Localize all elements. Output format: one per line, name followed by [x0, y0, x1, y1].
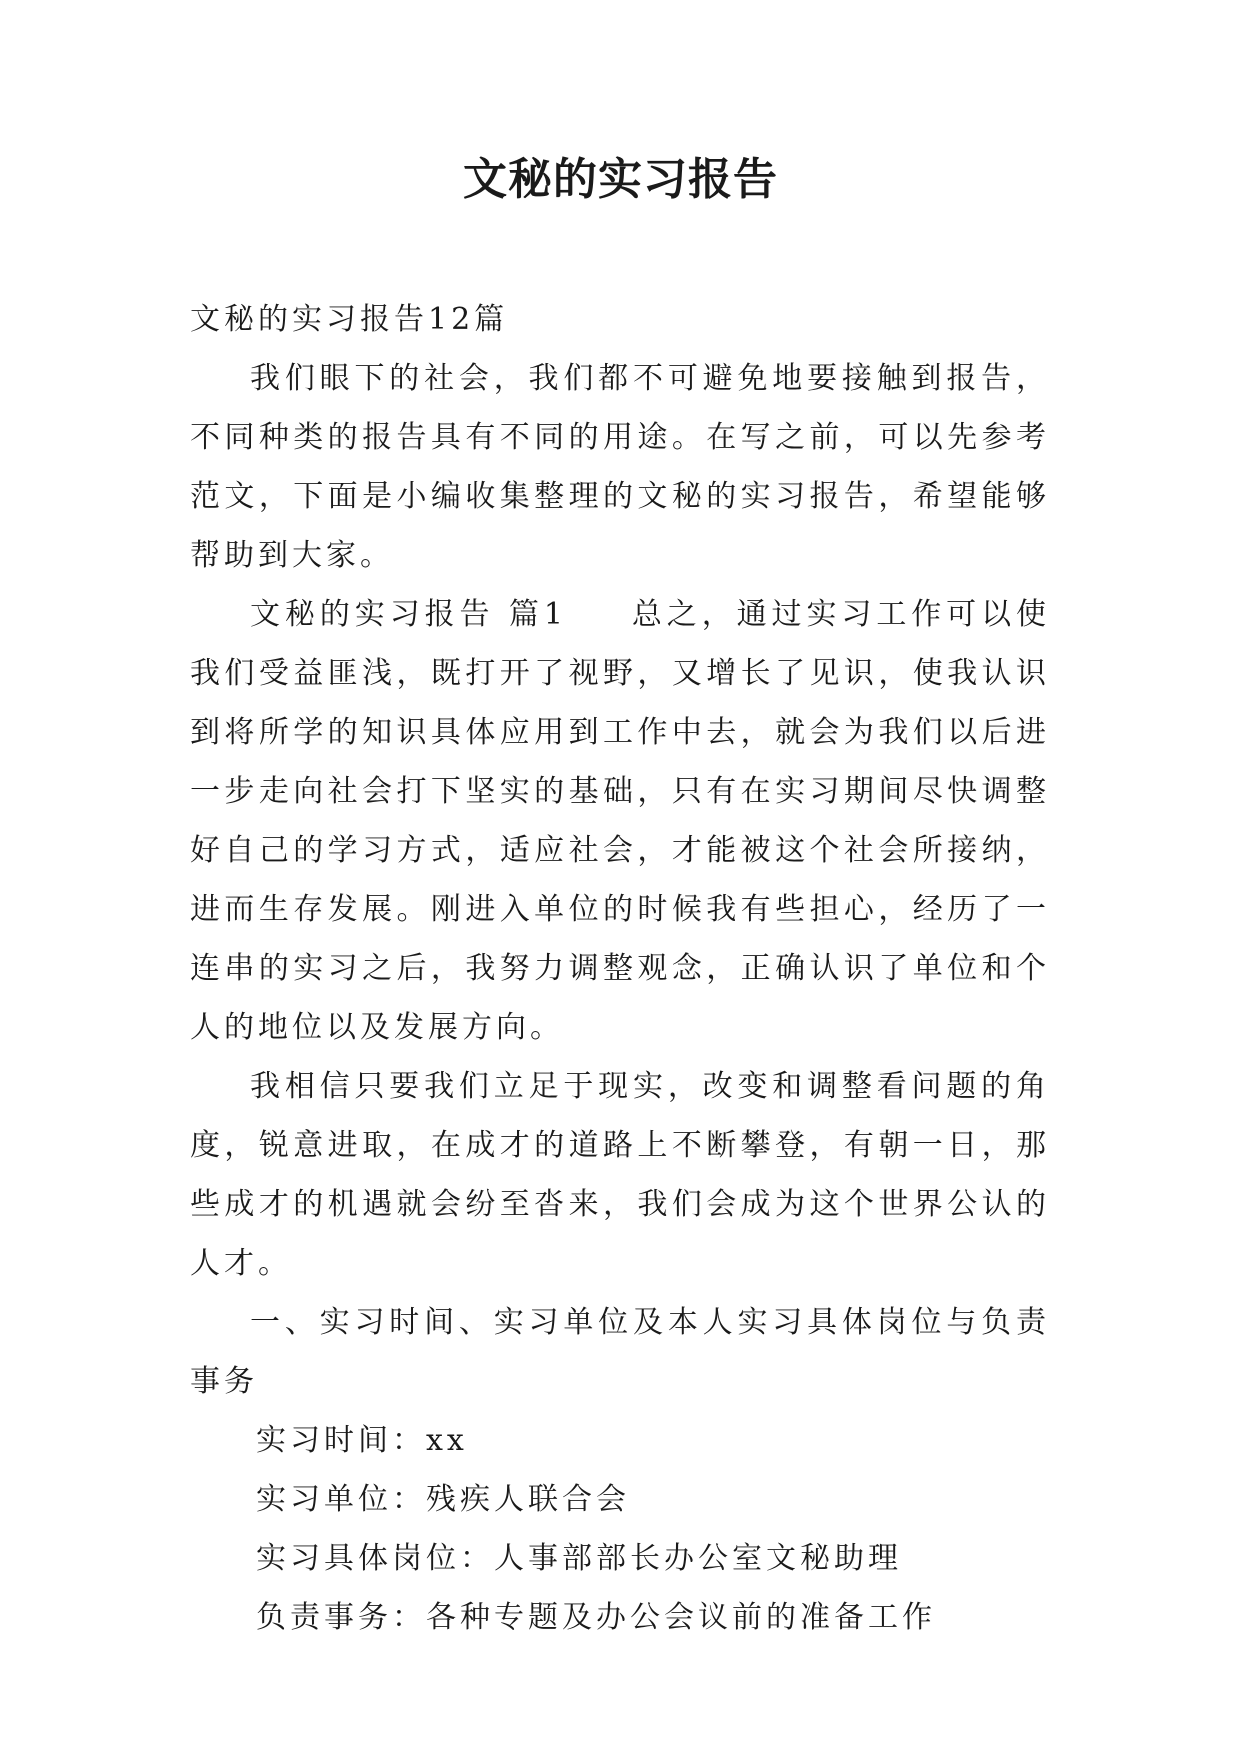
- section1-paragraph: [190, 585, 1050, 1057]
- document-title: 文秘的实习报告: [463, 154, 778, 205]
- intro-paragraph: 我们眼下的社会，我们都不可避免地要接触到报告，不同种类的报告具有不同的用途。在写之前，可以先参考范文，下面是小编收集整理的文秘的实习报告，希望能够帮助到大家。: [190, 361, 1050, 573]
- section1-text: 总之，通过实习工作可以使我们受益匪浅，既打开了视野，又增长了见识，使我认识到将所学的知识具体应用到工作中去，就会为我们以后进一步走向社会打下坚实的基础，只有在实习期间尽快调整好自己的学习方式，适应社会，才能被这个社会所接纳，进而生存发展。刚进入单位的时候我有些担心，经历了一连串的实习之后，我努力调整观念，正确认识了单位和个人的地位以及发展方向。: [190, 597, 1051, 1045]
- detail-internship-position: 实习具体岗位：人事部部长办公室文秘助理: [256, 1541, 902, 1576]
- detail-internship-unit: 实习单位：残疾人联合会: [256, 1482, 630, 1517]
- detail-responsibilities: 负责事务：各种专题及办公会议前的准备工作: [256, 1600, 936, 1635]
- document-subtitle: 文秘的实习报告12篇: [190, 302, 509, 337]
- paragraph-3: 我相信只要我们立足于现实，改变和调整看问题的角度，锐意进取，在成才的道路上不断攀登，有朝一日，那些成才的机遇就会纷至沓来，我们会成为这个世界公认的人才。: [190, 1069, 1050, 1281]
- paragraph-4: 一、实习时间、实习单位及本人实习具体岗位与负责事务: [190, 1305, 1050, 1399]
- document-body: [190, 290, 1050, 1647]
- detail-internship-time: 实习时间：xx: [256, 1423, 468, 1458]
- section1-heading: 文秘的实习报告 篇1: [250, 597, 567, 632]
